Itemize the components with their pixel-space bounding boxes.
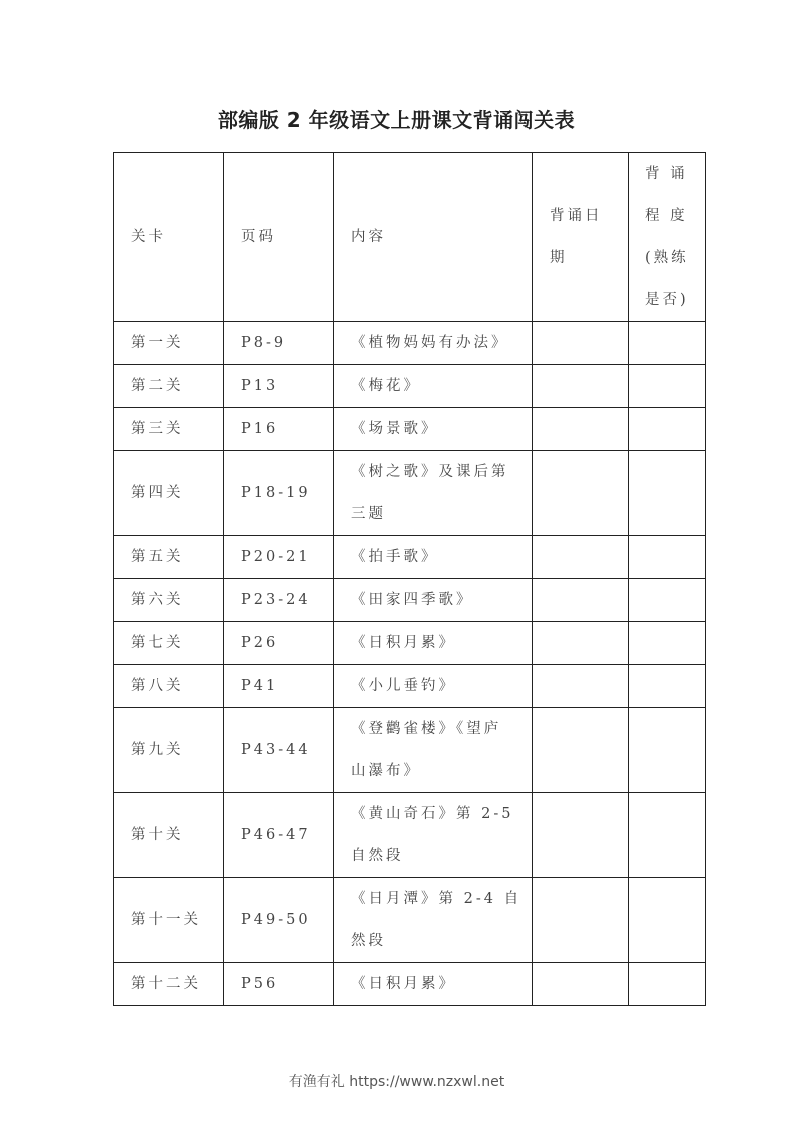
content-line: 《黄山奇石》第 2-5 bbox=[351, 806, 514, 822]
level-cell: 第五关 bbox=[114, 536, 224, 579]
degree-cell bbox=[629, 365, 706, 408]
content-cell bbox=[334, 365, 533, 408]
level-cell: 第十二关 bbox=[114, 963, 224, 1006]
date-cell bbox=[533, 322, 629, 365]
level-cell: 第十一关 bbox=[114, 878, 224, 963]
header-page: 页码 bbox=[224, 153, 334, 322]
header-degree-line: 是否) bbox=[645, 292, 689, 308]
page-cell: P26 bbox=[224, 622, 334, 665]
date-cell bbox=[533, 708, 629, 793]
table-row bbox=[114, 963, 706, 1006]
level-cell: 第十关 bbox=[114, 793, 224, 878]
content-cell bbox=[334, 878, 533, 963]
page-cell: P49-50 bbox=[224, 878, 334, 963]
level-cell: 第八关 bbox=[114, 665, 224, 708]
page-cell: P13 bbox=[224, 365, 334, 408]
date-cell bbox=[533, 579, 629, 622]
page-cell: P41 bbox=[224, 665, 334, 708]
header-degree-line: (熟练 bbox=[645, 250, 689, 266]
content-cell bbox=[334, 963, 533, 1006]
table-row bbox=[114, 408, 706, 451]
content-line: 《田家四季歌》 bbox=[351, 592, 474, 608]
content-line: 《小儿垂钓》 bbox=[351, 678, 456, 694]
level-cell: 第七关 bbox=[114, 622, 224, 665]
header-degree bbox=[629, 153, 706, 322]
header-row bbox=[114, 153, 706, 322]
recitation-table bbox=[113, 152, 706, 1006]
level-cell: 第一关 bbox=[114, 322, 224, 365]
degree-cell bbox=[629, 963, 706, 1006]
header-date-line: 背诵日 bbox=[550, 208, 603, 224]
table-row bbox=[114, 536, 706, 579]
content-line: 三题 bbox=[351, 506, 386, 522]
page-cell: P8-9 bbox=[224, 322, 334, 365]
content-line: 《植物妈妈有办法》 bbox=[351, 335, 509, 351]
content-line: 《日月潭》第 2-4 自 bbox=[351, 891, 522, 907]
header-content: 内容 bbox=[334, 153, 533, 322]
degree-cell bbox=[629, 408, 706, 451]
content-cell bbox=[334, 451, 533, 536]
date-cell bbox=[533, 665, 629, 708]
content-cell bbox=[334, 793, 533, 878]
page-cell: P56 bbox=[224, 963, 334, 1006]
content-cell bbox=[334, 322, 533, 365]
content-line: 《场景歌》 bbox=[351, 421, 439, 437]
date-cell bbox=[533, 451, 629, 536]
date-cell bbox=[533, 878, 629, 963]
degree-cell bbox=[629, 708, 706, 793]
document-title: 部编版 2 年级语文上册课文背诵闯关表 bbox=[217, 108, 576, 132]
table-row bbox=[114, 665, 706, 708]
degree-cell bbox=[629, 878, 706, 963]
date-cell bbox=[533, 963, 629, 1006]
content-line: 《登鹳雀楼》《望庐 bbox=[351, 721, 502, 737]
content-line: 《日积月累》 bbox=[351, 635, 456, 651]
table-row bbox=[114, 622, 706, 665]
page-cell: P16 bbox=[224, 408, 334, 451]
date-cell bbox=[533, 365, 629, 408]
table-row bbox=[114, 579, 706, 622]
content-line: 然段 bbox=[351, 933, 386, 949]
degree-cell bbox=[629, 322, 706, 365]
level-cell: 第六关 bbox=[114, 579, 224, 622]
header-degree-line: 背 诵 bbox=[645, 166, 688, 182]
content-line: 《梅花》 bbox=[351, 378, 421, 394]
content-line: 自然段 bbox=[351, 848, 404, 864]
degree-cell bbox=[629, 536, 706, 579]
level-cell: 第九关 bbox=[114, 708, 224, 793]
page-cell: P18-19 bbox=[224, 451, 334, 536]
header-degree-line: 程 度 bbox=[645, 208, 688, 224]
degree-cell bbox=[629, 579, 706, 622]
content-line: 《拍手歌》 bbox=[351, 549, 439, 565]
content-cell bbox=[334, 665, 533, 708]
page-cell: P43-44 bbox=[224, 708, 334, 793]
content-cell bbox=[334, 536, 533, 579]
level-cell: 第三关 bbox=[114, 408, 224, 451]
date-cell bbox=[533, 408, 629, 451]
level-cell: 第二关 bbox=[114, 365, 224, 408]
table-row bbox=[114, 708, 706, 793]
date-cell bbox=[533, 622, 629, 665]
content-line: 《树之歌》及课后第 bbox=[351, 464, 509, 480]
content-line: 山瀑布》 bbox=[351, 763, 421, 779]
content-cell bbox=[334, 708, 533, 793]
content-cell bbox=[334, 579, 533, 622]
page-cell: P20-21 bbox=[224, 536, 334, 579]
content-cell bbox=[334, 622, 533, 665]
degree-cell bbox=[629, 622, 706, 665]
level-cell: 第四关 bbox=[114, 451, 224, 536]
content-cell bbox=[334, 408, 533, 451]
degree-cell bbox=[629, 451, 706, 536]
header-date bbox=[533, 153, 629, 322]
page-cell: P46-47 bbox=[224, 793, 334, 878]
date-cell bbox=[533, 536, 629, 579]
table-row bbox=[114, 322, 706, 365]
degree-cell bbox=[629, 793, 706, 878]
content-line: 《日积月累》 bbox=[351, 976, 456, 992]
degree-cell bbox=[629, 665, 706, 708]
header-date-line: 期 bbox=[550, 250, 568, 266]
table-row bbox=[114, 365, 706, 408]
header-level: 关卡 bbox=[114, 153, 224, 322]
footer-watermark: 有渔有礼 https://www.nzxwl.net bbox=[288, 1074, 505, 1090]
page-cell: P23-24 bbox=[224, 579, 334, 622]
table-row bbox=[114, 878, 706, 963]
table-row bbox=[114, 793, 706, 878]
table-row bbox=[114, 451, 706, 536]
date-cell bbox=[533, 793, 629, 878]
